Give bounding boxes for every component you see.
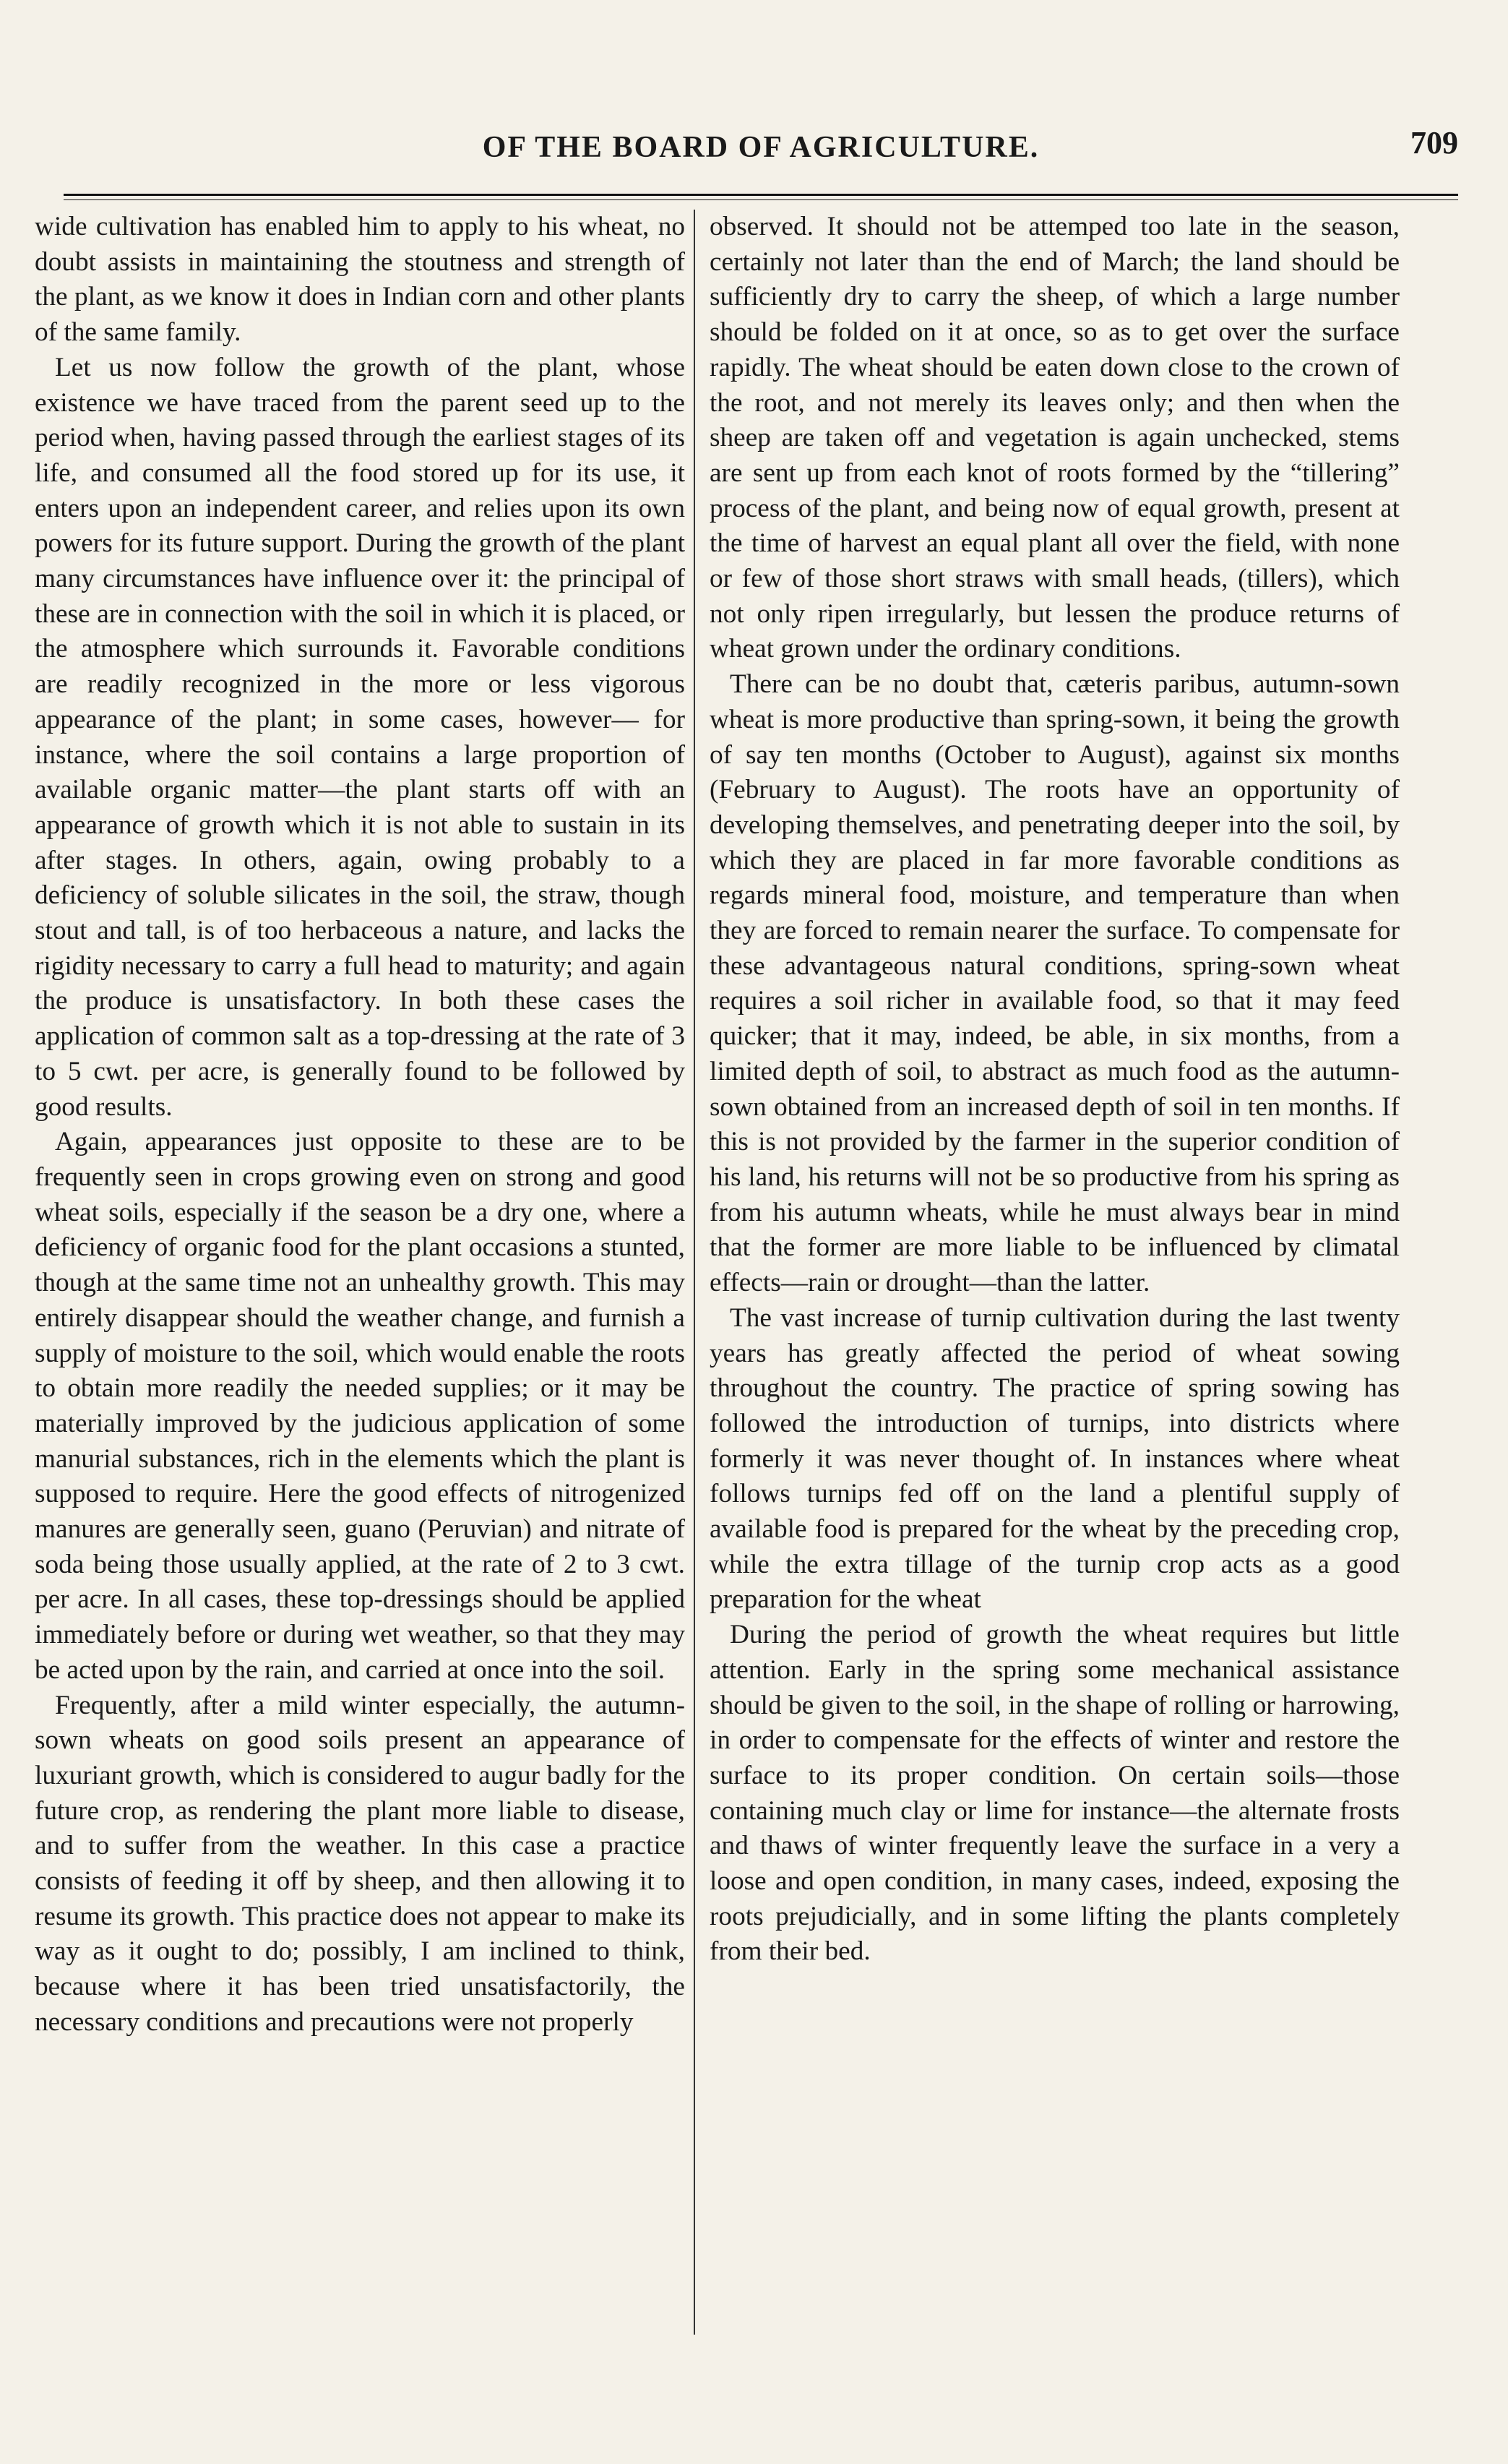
right-column — [710, 210, 1400, 1970]
page-header — [64, 125, 1458, 173]
paragraph: wide cultivation has enabled him to apply to his wheat, no doubt assists in maintaining the stoutness and strength of the plant, as we know it does in Indian corn and other plants of the same family. — [35, 212, 685, 348]
header-rule — [64, 194, 1458, 200]
paragraph: The vast increase of turnip cultivation during the last twenty years has greatly affected the period of wheat sowing throughout the country. The practice of spring sowing has followed the introduction of turnips, into districts where formerly it was never thought of. In instances where wheat follows turnips fed off on the land a plentiful supply of available food is prepared for the wheat by the preceding crop, while the extra tillage of the turnip crop acts as a good preparation for the wheat — [710, 1302, 1400, 1615]
left-column — [35, 210, 685, 2040]
paragraph: Let us now follow the growth of the plant, whose existence we have traced from the parent seed up to the period when, having passed through the earliest stages of its life, and consumed all the food stored up for its use, it enters upon an independent career, and relies upon its own powers for its future support. During the growth of the plant many circumstances have influence over it: the principal of these are in connection with the soil in which it is placed, or the atmosphere which surrounds it. Favorable conditions are readily recognized in the more or less vigorous appearance of the plant; in some cases, however— for instance, where the soil contains a large proportion of available organic matter—the plant starts off with an appearance of growth which it is not able to sustain in its after stages. In others, again, owing probably to a deficiency of soluble silicates in the soil, the straw, though stout and tall, is of too herbaceous a nature, and lacks the rigidity necessary to carry a full head to maturity; and again the produce is unsatisfactory. In both these cases the application of common salt as a top-dressing at the rate of 3 to 5 cwt. per acre, is generally found to be followed by good results. — [35, 352, 685, 1122]
column-divider — [694, 210, 695, 2335]
paragraph: observed. It should not be attemped too late in the season, certainly not later than the end of March; the land should be sufficiently dry to carry the sheep, of which a large number should be folded on it at once, so as to get over the surface rapidly. The wheat should be eaten down close to the crown of the root, and not merely its leaves only; and then when the sheep are taken off and vegetation is again unchecked, stems are sent up from each knot of roots formed by the “tillering” process of the plant, and being now of equal growth, present at the time of harvest an equal plant all over the field, with none or few of those short straws with small heads, (tillers), which not only ripen irregularly, but lessen the produce returns of wheat grown under the ordinary conditions. — [710, 212, 1400, 664]
paragraph: During the period of growth the wheat requires but little attention. Early in the spring some mechanical assistance should be given to the soil, in the shape of rolling or harrowing, in order to compensate for the effects of winter and restore the surface to its proper condition. On certain soils—those containing much clay or lime for instance—the alternate frosts and thaws of winter frequently leave the surface in a very a loose and open condition, in many cases, indeed, exposing the roots prejudicially, and in some lifting the plants completely from their bed. — [710, 1620, 1400, 1967]
paragraph: There can be no doubt that, cæteris paribus, autumn-sown wheat is more productive than spring-sown, it being the growth of say ten months (October to August), against six months (February to August). The roots have an opportunity of developing themselves, and penetrating deeper into the soil, by which they are placed in far more favorable conditions as regards mineral food, moisture, and temperature than when they are forced to remain nearer the surface. To compensate for these advantageous natural conditions, spring-sown wheat requires a soil richer in available food, so that it may feed quicker; that it may, indeed, be able, in six months, from a limited depth of soil, to abstract as much food as the autumn-sown obtained from an increased depth of soil in ten months. If this is not provided by the farmer in the superior condition of his land, his returns will not be so productive from his spring as from his autumn wheats, while he must always bear in mind that the former are more liable to be influenced by climatal effects—rain or drought—than the latter. — [710, 669, 1400, 1298]
page-number: 709 — [1410, 125, 1458, 160]
running-title: OF THE BOARD OF AGRICULTURE. — [482, 131, 1040, 164]
paragraph: Frequently, after a mild winter especially, the autumn-sown wheats on good soils present an appearance of luxuriant growth, which is considered to augur badly for the future crop, as rendering the plant more liable to disease, and to suffer from the weather. In this case a practice consists of feeding it off by sheep, and then allowing it to resume its growth. This practice does not appear to make its way as it ought to do; possibly, I am inclined to think, because where it has been tried unsatisfactorily, the necessary conditions and precautions were not properly — [35, 1690, 685, 2037]
paragraph: Again, appearances just opposite to these are to be frequently seen in crops growing even on strong and good wheat soils, especially if the season be a dry one, where a deficiency of organic food for the plant occasions a stunted, though at the same time not an unhealthy growth. This may entirely disappear should the weather change, and furnish a supply of moisture to the soil, which would enable the roots to obtain more readily the needed supplies; or it may be materially improved by the judicious application of some manurial substances, rich in the elements which the plant is supposed to require. Here the good effects of nitrogenized manures are generally seen, guano (Peruvian) and nitrate of soda being those usually applied, at the rate of 2 to 3 cwt. per acre. In all cases, these top-dressings should be applied immediately before or during wet weather, so that they may be acted upon by the rain, and carried at once into the soil. — [35, 1127, 685, 1685]
